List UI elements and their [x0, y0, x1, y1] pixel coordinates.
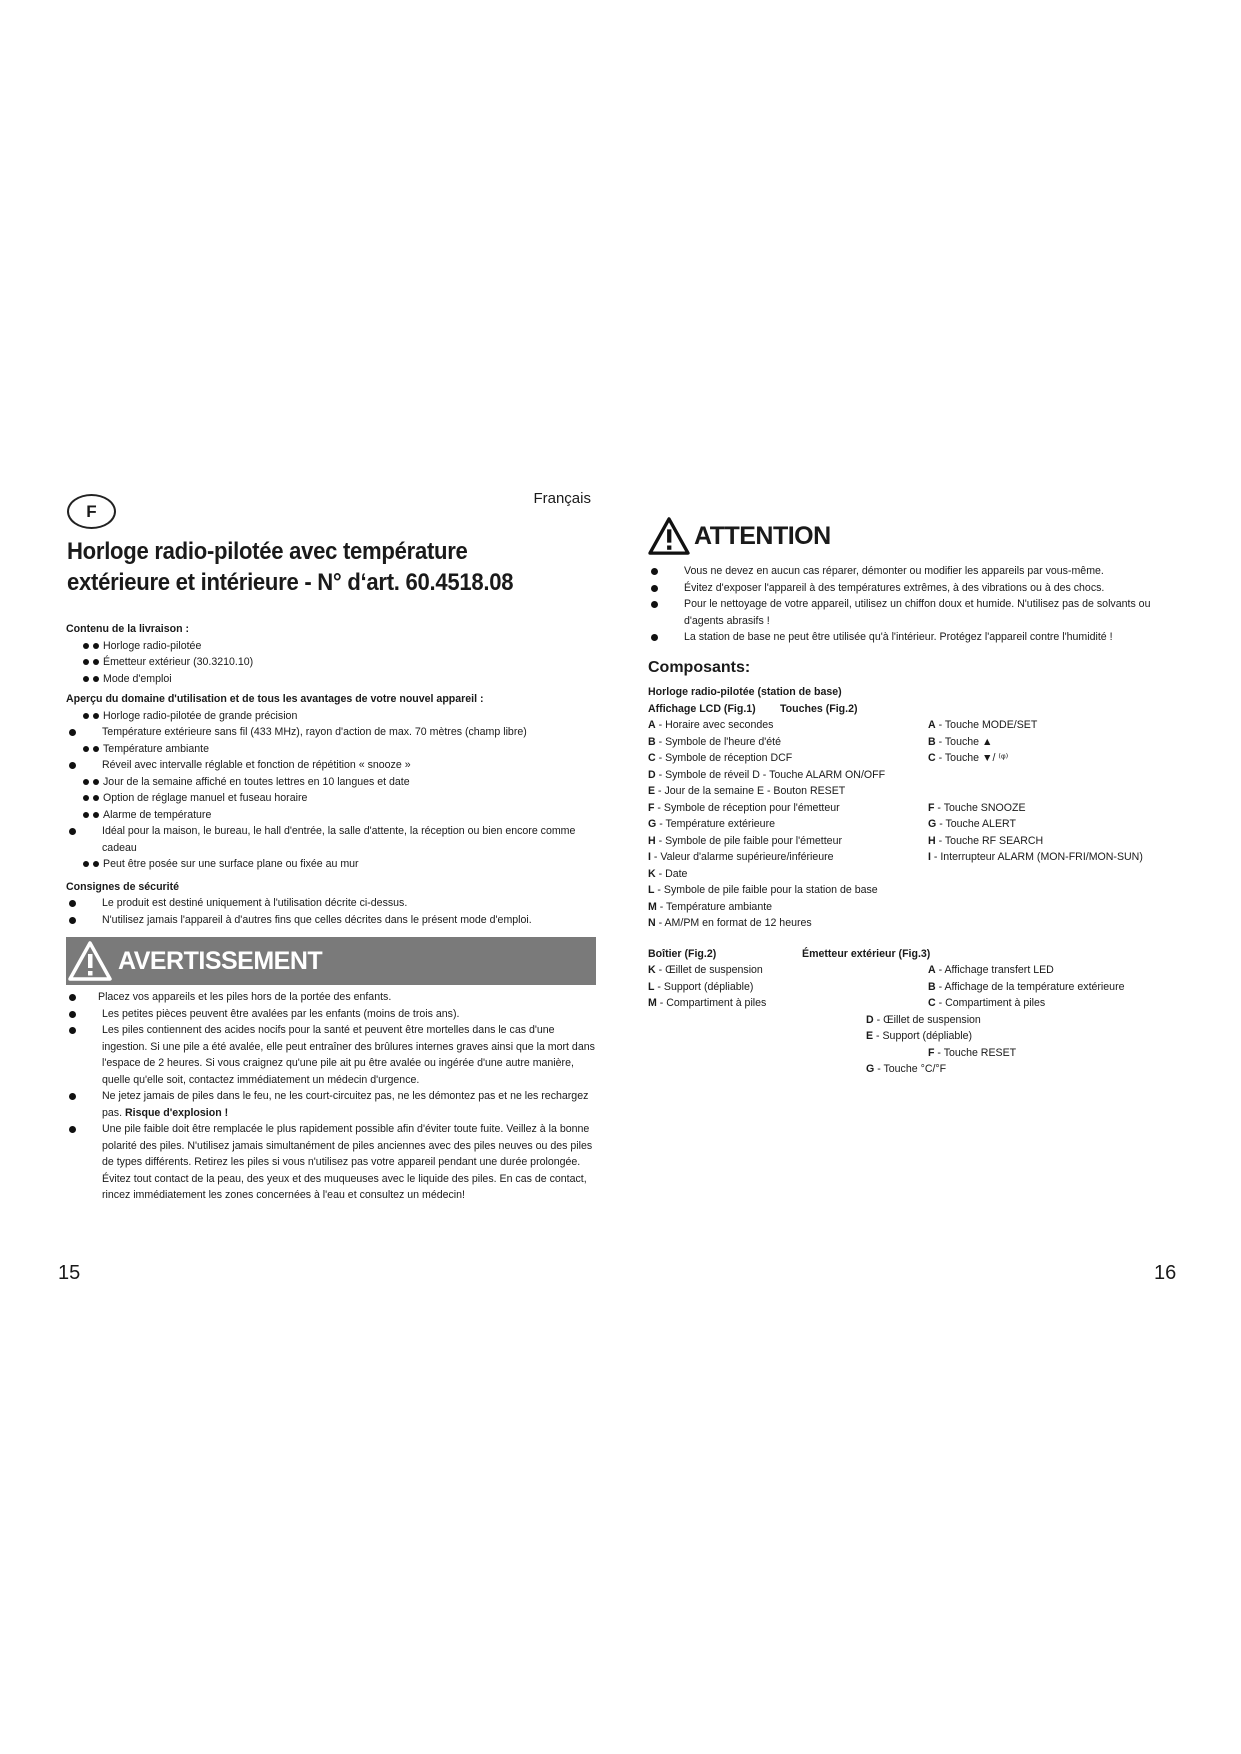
- legend-key: F: [928, 801, 935, 814]
- case-transmitter-header: [648, 946, 1188, 963]
- safety-title: Consignes de sécurité: [66, 880, 180, 893]
- legend-key: C: [648, 752, 656, 764]
- page-title: [67, 536, 582, 598]
- legend-left: K - Œillet de suspension: [648, 964, 763, 976]
- list-item: La station de base ne peut être utilisée qu'à l'intérieur. Protégez l'appareil contre l'humidité !: [648, 629, 1188, 646]
- explosion-risk: Risque d'explosion !: [124, 1106, 229, 1119]
- legend-right: H - Touche RF SEARCH: [928, 834, 1044, 847]
- legend-right: B - Affichage de la température extérieure: [928, 980, 1125, 993]
- legend-left: D - Symbole de réveil D - Touche ALARM ON/OFF: [648, 768, 886, 781]
- warning-triangle-icon: [648, 517, 690, 555]
- legend-key: D: [866, 1013, 874, 1026]
- legend-right: B - Touche ▲: [928, 735, 993, 748]
- transmitter-title: Émetteur extérieur (Fig.3): [802, 947, 931, 960]
- right-column: [648, 515, 1188, 1078]
- legend-row: [648, 750, 1188, 767]
- legend-right: [928, 767, 1188, 784]
- list-item: Pour le nettoyage de votre appareil, utilisez un chiffon doux et humide. N'utilisez pas de solvants ou d'agents abrasifs !: [648, 596, 1188, 629]
- transmitter-legend: [648, 1012, 1188, 1078]
- legend-row: [648, 816, 1188, 833]
- legend-key: G: [648, 818, 657, 830]
- legend-key: A: [928, 964, 936, 976]
- list-item: Évitez d'exposer l'appareil à des températures extrêmes, à des vibrations ou à des chocs.: [648, 580, 1188, 597]
- legend-right: A - Affichage transfert LED: [928, 964, 1054, 976]
- legend-row: [648, 800, 1188, 817]
- legend-key: H: [648, 834, 656, 847]
- legend-key: E: [648, 785, 656, 797]
- legend-right: C - Touche ▼/ ⁽ᵠ⁾: [928, 752, 1009, 764]
- legend-row: [648, 866, 1188, 883]
- attention-title: ATTENTION: [694, 521, 831, 550]
- legend-key: C: [928, 752, 936, 764]
- legend-left: E - Jour de la semaine E - Bouton RESET: [648, 785, 846, 797]
- list-item: Le produit est destiné uniquement à l'utilisation décrite ci-dessus.: [66, 895, 596, 912]
- language-name: Français: [533, 490, 591, 507]
- legend-right: [928, 882, 1188, 899]
- legend-key: N: [648, 917, 656, 929]
- overview-list: [66, 708, 596, 873]
- list-item: Placez vos appareils et les piles hors de la portée des enfants.: [66, 989, 596, 1006]
- legend-key: E: [866, 1030, 874, 1042]
- legend-key: G: [928, 818, 937, 830]
- legend-key: C: [928, 997, 936, 1009]
- legend-item: D - Œillet de suspension: [866, 1013, 981, 1026]
- legend-key: M: [648, 900, 657, 913]
- page-number-left: 15: [58, 1262, 81, 1284]
- list-item: Les petites pièces peuvent être avalées par les enfants (moins de trois ans).: [66, 1006, 596, 1023]
- legend-key: D: [648, 768, 656, 781]
- legend-key: B: [648, 735, 656, 748]
- list-item: Réveil avec intervalle réglable et fonction de répétition « snooze »: [66, 757, 596, 774]
- case-legend: [648, 962, 1188, 1012]
- legend-right: [928, 866, 1188, 883]
- legend-row: [648, 833, 1188, 850]
- legend-row: [648, 717, 1188, 734]
- legend-left: N - AM/PM en format de 12 heures: [648, 917, 812, 929]
- legend-key: K: [648, 964, 656, 976]
- legend-left: M - Température ambiante: [648, 900, 773, 913]
- legend-left: G - Température extérieure: [648, 818, 775, 830]
- legend-key: G: [866, 1063, 875, 1075]
- warning-list: [66, 989, 596, 1204]
- list-item: Option de réglage manuel et fuseau horaire: [83, 790, 596, 807]
- list-item: Mode d'emploi: [83, 671, 596, 688]
- safety-list: [66, 895, 596, 928]
- list-item: [66, 1121, 596, 1204]
- list-item: Horloge radio-pilotée: [83, 638, 596, 655]
- legend-key: H: [928, 834, 936, 847]
- legend-row: [648, 915, 1188, 932]
- legend-key: K: [648, 867, 656, 880]
- legend-right: [928, 783, 1188, 800]
- list-item: Les piles contiennent des acides nocifs pour la santé et peuvent être mortelles dans le cas d'une ingestion. Si une pile a été avalée, elle peut entraîner des brûlures internes graves ainsi que la mort dans l'espace de 2 heures. Si vous craignez qu'une pile ait pu être avalée ou ingérée d'une autre manière, quelle qu'elle soit, contactez immédiatement un médecin d'urgence.: [66, 1022, 596, 1088]
- warning-item-text: Une pile faible doit être remplacée le plus rapidement possible afin d'éviter toute fuite. Veillez à la bonne polarité des piles. N'utilisez jamais simultanément de piles anciennes avec des piles neuves ou des piles: [102, 1123, 593, 1152]
- legend-left: H - Symbole de pile faible pour l'émetteur: [648, 834, 842, 847]
- legend-row: [648, 734, 1188, 751]
- list-item: Vous ne devez en aucun cas réparer, démonter ou modifier les appareils par vous-même.: [648, 563, 1188, 580]
- legend-item: E - Support (dépliable): [866, 1030, 973, 1042]
- left-column: [66, 617, 596, 1204]
- legend-right: [928, 899, 1188, 916]
- list-item: Peut être posée sur une surface plane ou fixée au mur: [83, 856, 596, 873]
- legend-right: A - Touche MODE/SET: [928, 719, 1038, 731]
- overview-title: Aperçu du domaine d'utilisation et de tous les avantages de votre nouvel appareil :: [66, 693, 484, 705]
- page-number-right: 16: [1154, 1262, 1177, 1284]
- attention-list: [648, 563, 1188, 646]
- lcd-legend: [648, 717, 1188, 932]
- warning-item-text: Ne jetez jamais de piles dans le feu, ne les court-circuitez pas, ne les démontez pas et ne les rechargez pas.: [102, 1090, 589, 1119]
- attention-header: [648, 515, 1188, 557]
- delivery-title: Contenu de la livraison :: [66, 623, 190, 635]
- legend-right: I - Interrupteur ALARM (MON-FRI/MON-SUN): [928, 851, 1143, 863]
- legend-key: B: [928, 980, 936, 993]
- clock-title: Horloge radio-pilotée (station de base): [648, 686, 842, 698]
- legend-key: M: [648, 997, 657, 1009]
- legend-row: [648, 1028, 1188, 1045]
- list-item: Alarme de température: [83, 807, 596, 824]
- legend-right: F - Touche SNOOZE: [928, 801, 1026, 814]
- case-title: Boîtier (Fig.2): [648, 947, 717, 960]
- title-line-1: Horloge radio-pilotée avec température: [67, 538, 468, 565]
- legend-key: F: [648, 801, 655, 814]
- delivery-list: [66, 638, 596, 688]
- language-badge: F: [67, 494, 116, 529]
- warning-triangle-icon: [68, 941, 112, 981]
- list-item: Température ambiante: [83, 741, 596, 758]
- legend-item: G - Touche °C/°F: [866, 1063, 947, 1075]
- legend-row: [648, 849, 1188, 866]
- legend-right: [928, 915, 1188, 932]
- legend-key: L: [648, 980, 655, 993]
- legend-row: [648, 1012, 1188, 1029]
- lcd-title: Affichage LCD (Fig.1): [648, 702, 756, 715]
- legend-left: M - Compartiment à piles: [648, 997, 767, 1009]
- legend-key: I: [648, 851, 651, 863]
- legend-row: [648, 1045, 1188, 1062]
- list-item: Horloge radio-pilotée de grande précision: [83, 708, 596, 725]
- legend-left: K - Date: [648, 867, 688, 880]
- title-line-2: extérieure et intérieure - N° d‘art. 60.4518.08: [67, 569, 514, 596]
- legend-key: A: [648, 719, 656, 731]
- legend-row: [648, 783, 1188, 800]
- list-item: Idéal pour la maison, le bureau, le hall d'entrée, la salle d'attente, la réception ou bien encore comme cadeau: [66, 823, 596, 856]
- legend-right: G - Touche ALERT: [928, 818, 1016, 830]
- legend-left: L - Symbole de pile faible pour la station de base: [648, 884, 878, 896]
- legend-key: A: [928, 719, 936, 731]
- list-item: Jour de la semaine affiché en toutes lettres en 10 langues et date: [83, 774, 596, 791]
- legend-right: C - Compartiment à piles: [928, 997, 1046, 1009]
- legend-key: F: [928, 1046, 935, 1059]
- legend-row: [648, 1061, 1188, 1078]
- list-item: [66, 1088, 596, 1121]
- warning-banner: [66, 937, 596, 985]
- warning-item-continued: de types différents. Retirez les piles si vous n'utilisez pas votre appareil pendant une durée prolongée. Évitez tout contact de la peau, des yeux et des muqueuses avec le liquide des piles. En cas de contact, rincez immédiatement les zones concernées à l'eau et consultez un médecin!: [102, 1156, 587, 1201]
- legend-left: B - Symbole de l'heure d'été: [648, 735, 782, 748]
- warning-title: AVERTISSEMENT: [118, 946, 323, 975]
- list-item: Température extérieure sans fil (433 MHz), rayon d'action de max. 70 mètres (champ libre): [66, 724, 596, 741]
- components-title: Composants:: [648, 658, 751, 676]
- legend-key: I: [928, 851, 931, 863]
- legend-key: L: [648, 884, 655, 896]
- legend-left: I - Valeur d'alarme supérieure/inférieure: [648, 851, 834, 863]
- list-item: N'utilisez jamais l'appareil à d'autres fins que celles décrites dans le présent mode d'emploi.: [66, 912, 596, 929]
- legend-left: C - Symbole de réception DCF: [648, 752, 793, 764]
- legend-left: F - Symbole de réception pour l'émetteur: [648, 801, 840, 814]
- legend-row: [648, 882, 1188, 899]
- legend-row: [648, 995, 1188, 1012]
- legend-row: [648, 979, 1188, 996]
- legend-left: L - Support (dépliable): [648, 980, 754, 993]
- legend-item: F - Touche RESET: [928, 1046, 1017, 1059]
- legend-row: [648, 899, 1188, 916]
- legend-row: [648, 962, 1188, 979]
- lcd-keys-header: [648, 701, 1188, 718]
- list-item: Émetteur extérieur (30.3210.10): [83, 654, 596, 671]
- legend-left: A - Horaire avec secondes: [648, 719, 774, 731]
- legend-key: B: [928, 735, 936, 748]
- keys-title: Touches (Fig.2): [780, 702, 858, 715]
- legend-row: [648, 767, 1188, 784]
